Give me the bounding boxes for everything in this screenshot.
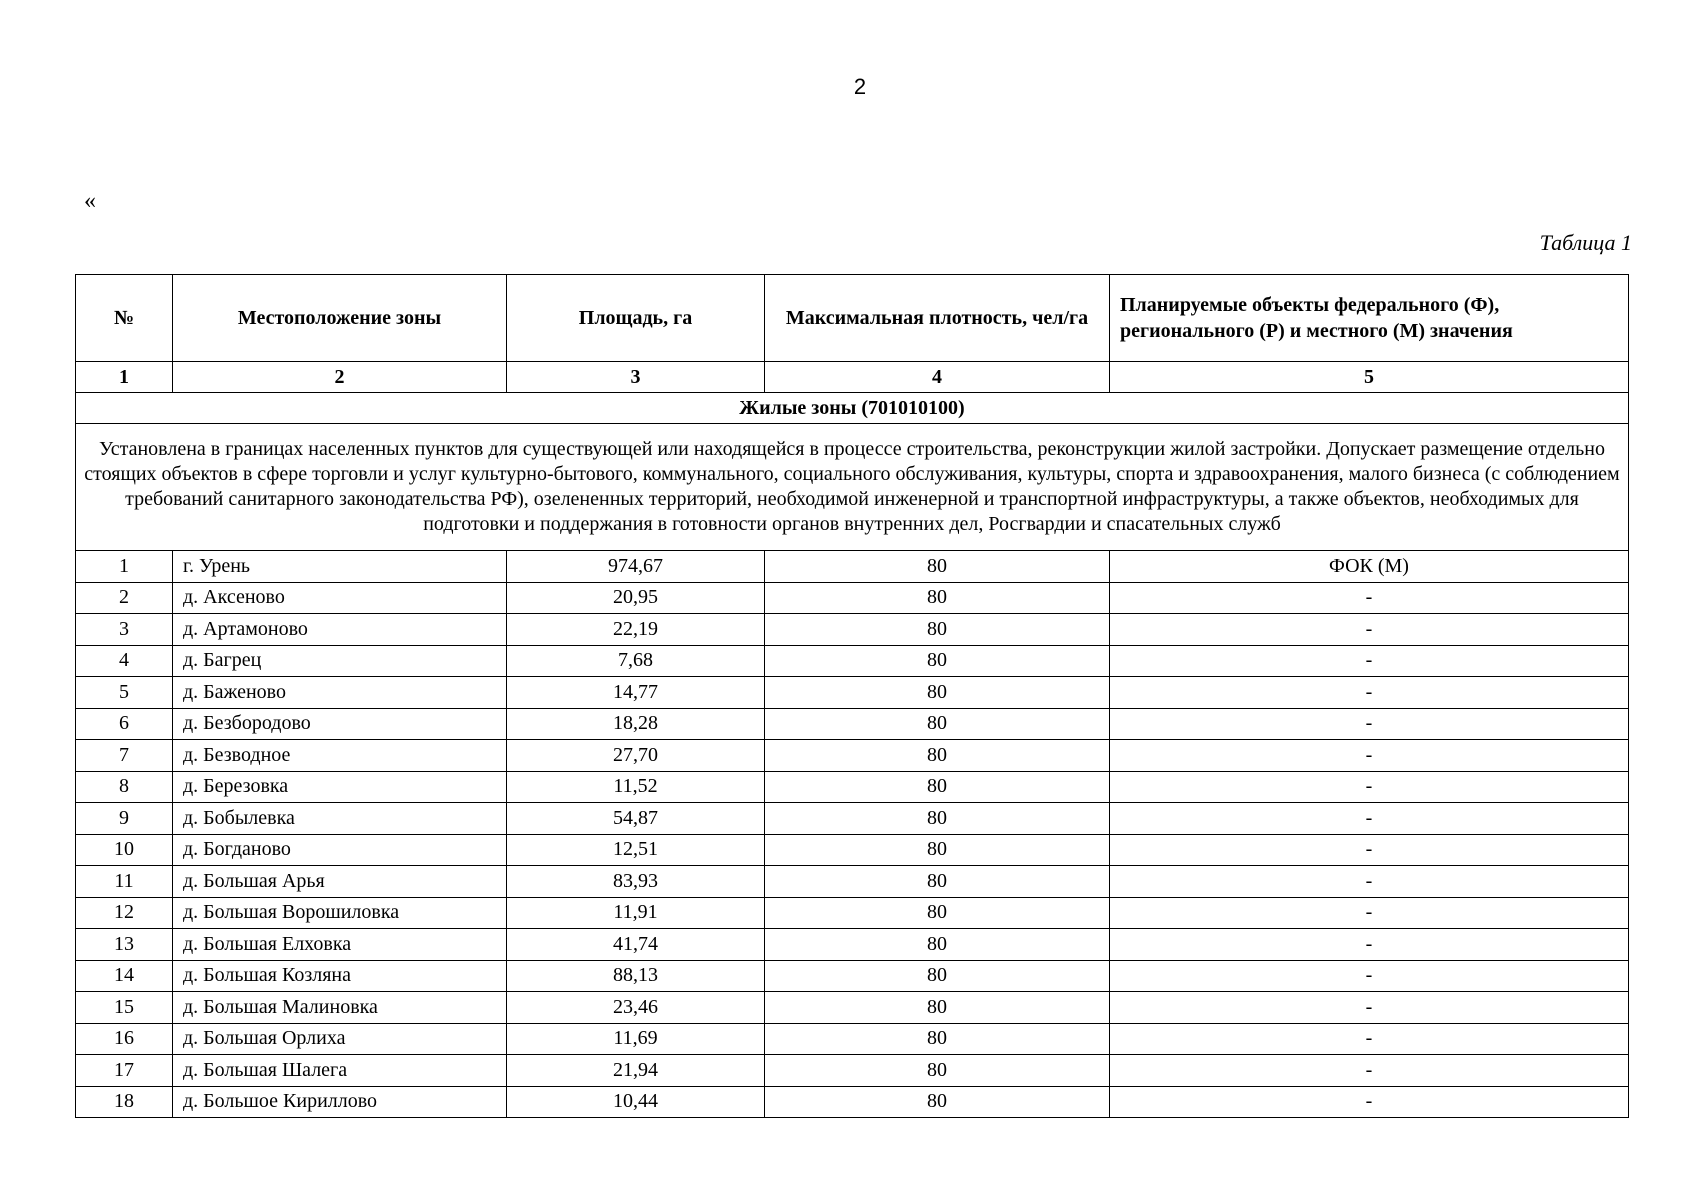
row-location: д. Безводное — [173, 740, 507, 772]
table-row — [76, 551, 1629, 583]
row-area: 20,95 — [507, 582, 765, 614]
row-number: 9 — [76, 803, 173, 835]
row-planned-objects: - — [1110, 677, 1629, 709]
header-number: № — [76, 275, 173, 362]
row-number: 5 — [76, 677, 173, 709]
row-area: 11,69 — [507, 1023, 765, 1055]
row-number: 16 — [76, 1023, 173, 1055]
row-planned-objects: - — [1110, 614, 1629, 646]
row-area: 974,67 — [507, 551, 765, 583]
row-density: 80 — [765, 614, 1110, 646]
section-title: Жилые зоны (701010100) — [76, 393, 1629, 424]
row-density: 80 — [765, 645, 1110, 677]
row-number: 10 — [76, 834, 173, 866]
row-density: 80 — [765, 960, 1110, 992]
row-density: 80 — [765, 992, 1110, 1024]
row-density: 80 — [765, 897, 1110, 929]
row-location: д. Бобылевка — [173, 803, 507, 835]
table-row — [76, 614, 1629, 646]
row-planned-objects: - — [1110, 771, 1629, 803]
row-area: 18,28 — [507, 708, 765, 740]
row-planned-objects: - — [1110, 740, 1629, 772]
row-location: д. Большая Козляна — [173, 960, 507, 992]
row-location: г. Урень — [173, 551, 507, 583]
row-number: 2 — [76, 582, 173, 614]
row-number: 6 — [76, 708, 173, 740]
section-description-row — [76, 424, 1629, 551]
row-area: 11,91 — [507, 897, 765, 929]
table-row — [76, 708, 1629, 740]
row-area: 10,44 — [507, 1086, 765, 1118]
row-location: д. Березовка — [173, 771, 507, 803]
row-location: д. Большая Арья — [173, 866, 507, 898]
row-area: 54,87 — [507, 803, 765, 835]
row-location: д. Большая Орлиха — [173, 1023, 507, 1055]
row-number: 4 — [76, 645, 173, 677]
header-density: Максимальная плотность, чел/га — [765, 275, 1110, 362]
row-location: д. Багрец — [173, 645, 507, 677]
row-number: 18 — [76, 1086, 173, 1118]
row-location: д. Безбородово — [173, 708, 507, 740]
table-row — [76, 897, 1629, 929]
row-area: 7,68 — [507, 645, 765, 677]
row-location: д. Большая Елховка — [173, 929, 507, 961]
row-density: 80 — [765, 1086, 1110, 1118]
row-planned-objects: - — [1110, 803, 1629, 835]
row-density: 80 — [765, 708, 1110, 740]
opening-quote-mark: « — [84, 188, 96, 214]
table-row — [76, 771, 1629, 803]
row-density: 80 — [765, 866, 1110, 898]
row-number: 14 — [76, 960, 173, 992]
column-number: 4 — [765, 362, 1110, 393]
table-row — [76, 992, 1629, 1024]
row-planned-objects: - — [1110, 897, 1629, 929]
row-planned-objects: - — [1110, 1055, 1629, 1087]
row-location: д. Большая Малиновка — [173, 992, 507, 1024]
header-planned-objects: Планируемые объекты федерального (Ф), регионального (Р) и местного (М) значения — [1110, 275, 1629, 362]
row-number: 12 — [76, 897, 173, 929]
row-planned-objects: - — [1110, 866, 1629, 898]
table-row — [76, 803, 1629, 835]
row-area: 23,46 — [507, 992, 765, 1024]
row-location: д. Большое Кириллово — [173, 1086, 507, 1118]
column-number: 3 — [507, 362, 765, 393]
row-density: 80 — [765, 771, 1110, 803]
row-location: д. Баженово — [173, 677, 507, 709]
table-row — [76, 834, 1629, 866]
row-number: 11 — [76, 866, 173, 898]
row-planned-objects: - — [1110, 960, 1629, 992]
section-title-row — [76, 393, 1629, 424]
table-row — [76, 677, 1629, 709]
row-planned-objects: - — [1110, 1023, 1629, 1055]
table-row — [76, 960, 1629, 992]
row-density: 80 — [765, 740, 1110, 772]
row-location: д. Большая Ворошиловка — [173, 897, 507, 929]
row-area: 22,19 — [507, 614, 765, 646]
row-location: д. Богданово — [173, 834, 507, 866]
row-area: 27,70 — [507, 740, 765, 772]
table-row — [76, 929, 1629, 961]
row-area: 41,74 — [507, 929, 765, 961]
row-density: 80 — [765, 677, 1110, 709]
row-number: 7 — [76, 740, 173, 772]
row-area: 21,94 — [507, 1055, 765, 1087]
header-location: Местоположение зоны — [173, 275, 507, 362]
row-density: 80 — [765, 1055, 1110, 1087]
row-number: 3 — [76, 614, 173, 646]
table-caption: Таблица 1 — [1539, 230, 1632, 255]
zones-table — [75, 274, 1629, 1118]
row-density: 80 — [765, 551, 1110, 583]
row-area: 11,52 — [507, 771, 765, 803]
table-row — [76, 1086, 1629, 1118]
column-number: 2 — [173, 362, 507, 393]
table-row — [76, 1055, 1629, 1087]
column-number: 5 — [1110, 362, 1629, 393]
row-area: 12,51 — [507, 834, 765, 866]
row-area: 83,93 — [507, 866, 765, 898]
table-header-row — [76, 275, 1629, 362]
row-planned-objects: - — [1110, 582, 1629, 614]
row-density: 80 — [765, 803, 1110, 835]
row-number: 1 — [76, 551, 173, 583]
table-row — [76, 866, 1629, 898]
table-row — [76, 1023, 1629, 1055]
header-area: Площадь, га — [507, 275, 765, 362]
row-number: 13 — [76, 929, 173, 961]
row-planned-objects: - — [1110, 1086, 1629, 1118]
row-density: 80 — [765, 582, 1110, 614]
table-row — [76, 582, 1629, 614]
row-area: 88,13 — [507, 960, 765, 992]
row-planned-objects: - — [1110, 708, 1629, 740]
row-location: д. Аксеново — [173, 582, 507, 614]
section-description: Установлена в границах населенных пунктов для существующей или находящейся в процессе строительства, реконструкции жилой застройки. Допускает размещение отдельно стоящих объектов в сфере торговли и услуг культурно-бытового, коммунального, социального обслуживания, культуры, спорта и здравоохранения, малого бизнеса (с соблюдением требований санитарного законодательства РФ), озелененных территорий, необходимой инженерной и транспортной инфраструктуры, а также объектов, необходимых для подготовки и поддержания в готовности органов внутренних дел, Росгвардии и спасательных служб — [76, 424, 1629, 551]
row-density: 80 — [765, 1023, 1110, 1055]
row-planned-objects: - — [1110, 834, 1629, 866]
row-number: 17 — [76, 1055, 173, 1087]
row-density: 80 — [765, 929, 1110, 961]
table-row — [76, 740, 1629, 772]
row-location: д. Большая Шалега — [173, 1055, 507, 1087]
row-number: 8 — [76, 771, 173, 803]
row-density: 80 — [765, 834, 1110, 866]
row-planned-objects: - — [1110, 929, 1629, 961]
table-row — [76, 645, 1629, 677]
row-number: 15 — [76, 992, 173, 1024]
row-planned-objects: ФОК (М) — [1110, 551, 1629, 583]
row-planned-objects: - — [1110, 645, 1629, 677]
row-planned-objects: - — [1110, 992, 1629, 1024]
row-area: 14,77 — [507, 677, 765, 709]
column-number-row — [76, 362, 1629, 393]
row-location: д. Артамоново — [173, 614, 507, 646]
page-number: 2 — [853, 74, 867, 99]
column-number: 1 — [76, 362, 173, 393]
